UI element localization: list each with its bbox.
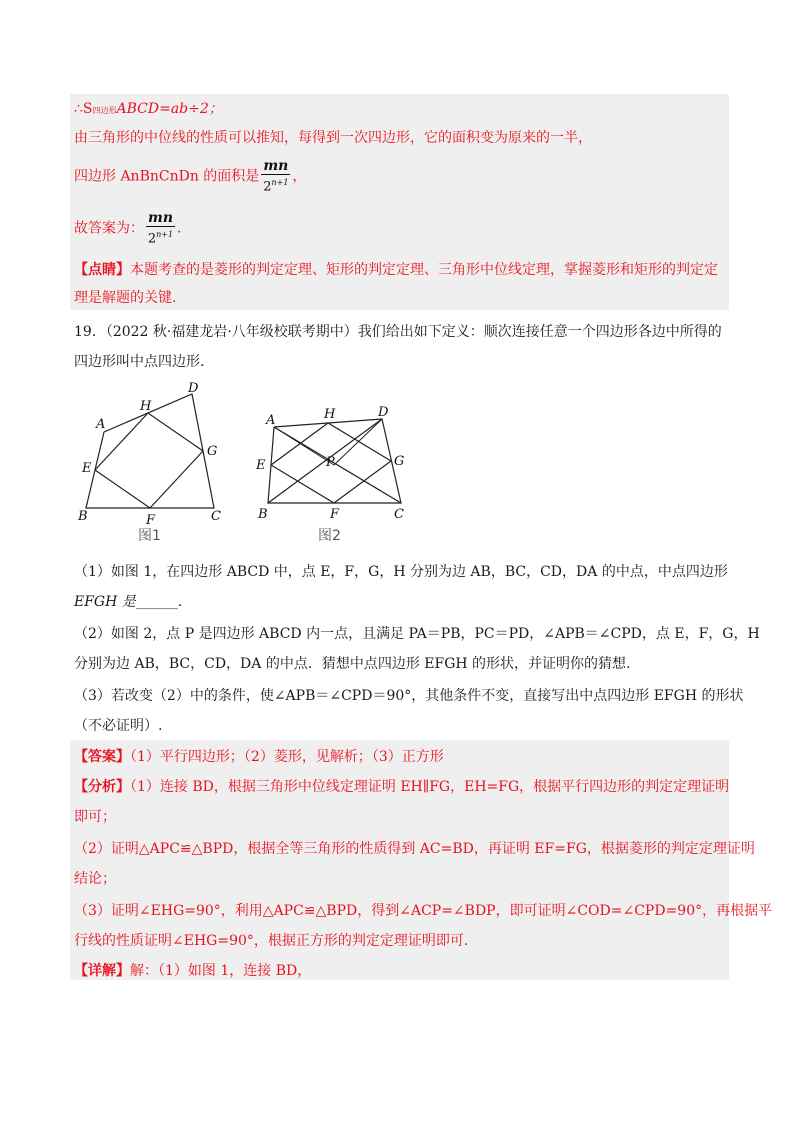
fig1-label-a: A	[96, 417, 106, 432]
solution-line-area-formula: ∴S四边形ABCD=ab÷2；	[74, 101, 223, 117]
fig1-label-g: G	[207, 444, 218, 459]
solution-line-area-nth: 四边形 AnBnCnDn 的面积是 $\frac{mn}{2^{n+1}}$ ，	[74, 158, 307, 195]
fig1-label-c: C	[211, 509, 221, 524]
fraction-mn-over-2n1: $\frac{mn}{2^{n+1}}$	[263, 158, 289, 195]
fig2-label-p: P	[326, 455, 335, 470]
fig2-label-a: A	[266, 413, 276, 428]
fig1-caption: 图1	[138, 528, 161, 544]
comment-line-1: 【点睛】本题考查的是菱形的判定定理、矩形的判定定理、三角形中位线定理，掌握菱形和矩形的判定定	[74, 262, 718, 278]
solution-line-midline-property: 由三角形的中位线的性质可以推知，每得到一次四边形，它的面积变为原来的一半，	[74, 130, 592, 146]
fig2-label-g: G	[394, 454, 405, 469]
fig1-label-d: D	[188, 381, 199, 396]
analysis-line-1: 【分析】（1）连接 BD，根据三角形中位线定理证明 EH∥FG，EH=FG，根据平行四边形的判定定理证明	[74, 779, 730, 795]
detail-line: 【详解】解：（1）如图 1，连接 BD，	[74, 963, 312, 979]
question-part-3-line-1: （3）若改变（2）中的条件，使∠APB＝∠CPD＝90°，其他条件不变，直接写出中点四边形 EFGH 的形状	[74, 688, 744, 704]
fraction-answer: $\frac{mn}{2^{n+1}}$	[147, 210, 174, 247]
figure-2	[255, 405, 404, 544]
fig1-label-h: H	[140, 399, 152, 414]
comment-line-2: 理是解题的关键.	[74, 290, 177, 306]
question-part-3-line-2: （不必证明）.	[74, 718, 163, 734]
fig2-label-f: F	[330, 507, 340, 522]
analysis-line-4: 结论；	[74, 871, 116, 887]
question-line-1: 19．（2022 秋·福建龙岩·八年级校联考期中）我们给出如下定义：顺次连接任意一个四边形各边中所得的	[74, 324, 722, 340]
geometry-figures	[74, 380, 434, 550]
question-part-2-line-2: 分别为边 AB，BC，CD，DA 的中点．猜想中点四边形 EFGH 的形状，并证明你的猜想.	[74, 656, 631, 672]
analysis-line-2: 即可；	[74, 809, 116, 825]
fig2-label-h: H	[324, 407, 336, 422]
fig2-label-c: C	[394, 507, 404, 522]
fig1-label-f: F	[146, 513, 156, 528]
analysis-line-3: （2）证明△APC≌△BPD，根据全等三角形的性质得到 AC=BD，再证明 EF=FG，根据菱形的判定定理证明	[74, 841, 755, 857]
fig2-caption: 图2	[318, 528, 341, 544]
question-part-1-line-2: EFGH 是______.	[74, 594, 183, 610]
question-part-1-line-1: （1）如图 1，在四边形 ABCD 中，点 E，F，G，H 分别为边 AB，BC，CD，DA 的中点，中点四边形	[74, 564, 728, 580]
analysis-line-6: 行线的性质证明∠EHG=90°，根据正方形的判定定理证明即可.	[74, 933, 469, 949]
fig2-label-b: B	[258, 507, 268, 522]
question-line-2: 四边形叫中点四边形.	[74, 354, 205, 370]
analysis-line-5: （3）证明∠EHG=90°，利用△APC≌△BPD，得到∠ACP=∠BDP，即可证明∠COD=∠CPD=90°，再根据平	[74, 903, 773, 919]
answer-line: 【答案】（1）平行四边形；（2）菱形，见解析；（3）正方形	[74, 749, 444, 765]
fig2-label-e: E	[256, 458, 266, 473]
fig1-label-e: E	[82, 461, 92, 476]
figure-1	[77, 381, 221, 544]
solution-line-final-answer: 故答案为： $\frac{mn}{2^{n+1}}$ .	[74, 210, 182, 247]
fig2-label-d: D	[378, 405, 389, 420]
fig1-label-b: B	[78, 509, 88, 524]
question-part-2-line-1: （2）如图 2，点 P 是四边形 ABCD 内一点，且满足 PA＝PB，PC＝PD，∠APB＝∠CPD，点 E，F，G，H	[74, 626, 760, 642]
